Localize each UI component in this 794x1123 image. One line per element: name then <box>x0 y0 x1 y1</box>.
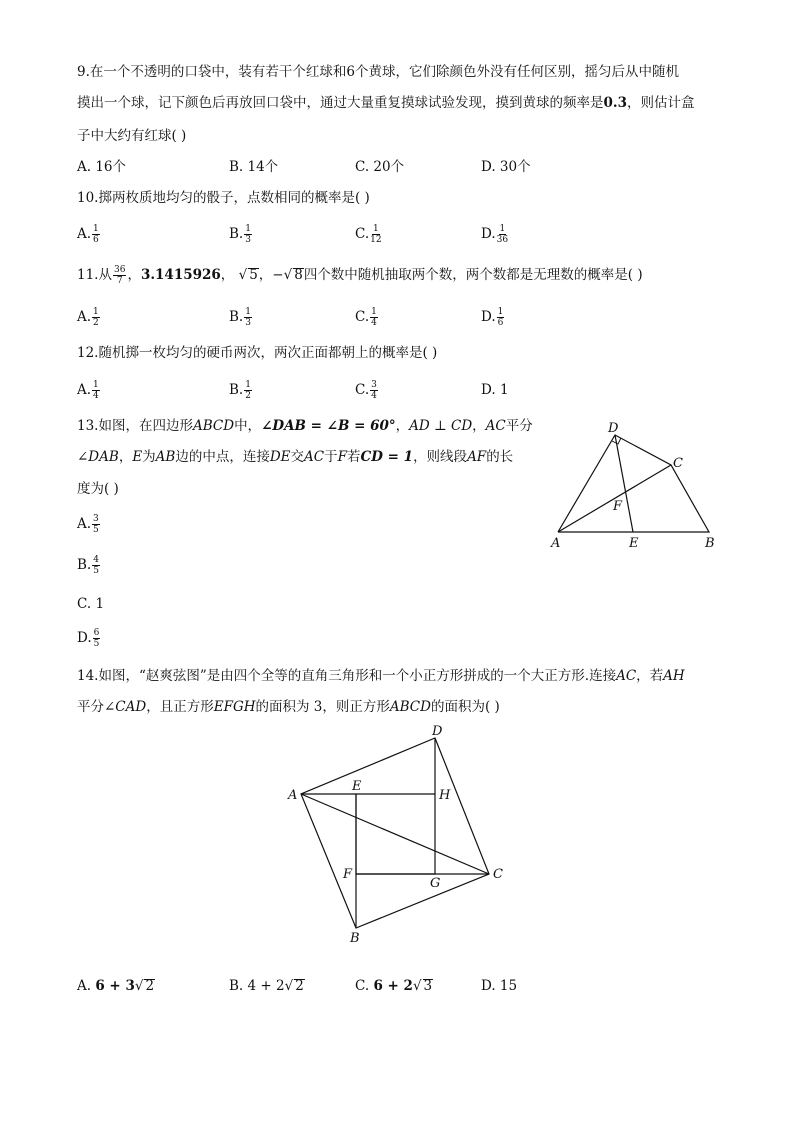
q13-line2: ∠DAB，E为AB边的中点，连接DE交AC于F若CD = 1，则线段AF的长 <box>77 449 514 465</box>
q9-option-c[interactable]: C. 20个 <box>355 159 405 175</box>
q14-line1: 14.如图，“赵爽弦图”是由四个全等的直角三角形和一个小正方形拼成的一个大正方形.连接AC，若AH <box>77 668 685 684</box>
q13-line3: 度为( ) <box>77 481 119 497</box>
q10-option-d[interactable]: D. $\frac{1}{36}$ <box>481 224 509 245</box>
q13-option-b[interactable]: B. $\frac{4}{5}$ <box>77 555 99 576</box>
q14-label-b: B <box>350 931 360 946</box>
q13-figure <box>545 416 725 554</box>
q10-question: 10.掷两枚质地均匀的骰子，点数相同的概率是( ) <box>77 190 370 206</box>
q9-option-b[interactable]: B. 14个 <box>229 159 279 175</box>
q14-label-c: C <box>493 867 503 882</box>
q11-option-c[interactable]: C. $\frac{1}{4}$ <box>355 307 377 328</box>
q14-option-b[interactable]: B. 4 + 2√ 2 <box>229 978 304 994</box>
q13-line1: 13.如图，在四边形ABCD中，∠DAB = ∠B = 60°，AD ⊥ CD，AC平分 <box>77 418 533 434</box>
q12-option-a[interactable]: A. $\frac{1}{4}$ <box>77 380 99 401</box>
q12-option-d[interactable]: D. 1 <box>481 382 509 398</box>
q9-line3: 子中大约有红球( ) <box>77 128 187 144</box>
q13-label-a: A <box>551 536 561 551</box>
q13-option-c[interactable]: C. 1 <box>77 596 105 612</box>
q14-option-a[interactable]: A. 6 + 3√ 2 <box>77 978 155 994</box>
q14-label-g: G <box>430 876 441 891</box>
q14-label-f: F <box>343 867 353 882</box>
q14-option-c[interactable]: C. 6 + 2√ 3 <box>355 978 433 994</box>
q12-option-b[interactable]: B. $\frac{1}{2}$ <box>229 380 251 401</box>
q12-question: 12.随机掷一枚均匀的硬币两次，两次正面都朝上的概率是( ) <box>77 345 438 361</box>
q10-option-a[interactable]: A. $\frac{1}{6}$ <box>77 224 99 245</box>
q14-label-a: A <box>288 788 298 803</box>
q10-option-b[interactable]: B. $\frac{1}{3}$ <box>229 224 251 245</box>
q10-option-c[interactable]: C. $\frac{1}{12}$ <box>355 224 382 245</box>
q14-label-e: E <box>352 779 362 794</box>
q13-label-e: E <box>629 536 639 551</box>
q14-option-d[interactable]: D. 15 <box>481 978 518 994</box>
q13-label-b: B <box>705 536 715 551</box>
q14-outer-square <box>301 738 489 928</box>
q13-option-a[interactable]: A. $\frac{3}{5}$ <box>77 514 99 535</box>
q14-label-d: D <box>432 724 443 739</box>
q12-option-c[interactable]: C. $\frac{3}{4}$ <box>355 380 377 401</box>
q14-line2: 平分∠CAD，且正方形EFGH的面积为 3，则正方形ABCD的面积为( ) <box>77 699 500 715</box>
q14-figure <box>280 720 520 950</box>
q13-label-c: C <box>673 456 683 471</box>
q9-line2: 摸出一个球，记下颜色后再放回口袋中，通过大量重复摸球试验发现，摸到黄球的频率是0.3，则估计盒 <box>77 95 695 111</box>
q13-quadrilateral <box>558 435 709 532</box>
q11-question: 11.从 $\frac{36}{7}$ ，3.1415926， √ 5，−√ 8四个数中随机抽取两个数，两个数都是无理数的概率是( ) <box>77 265 643 286</box>
q14-label-h: H <box>439 788 451 803</box>
q13-option-d[interactable]: D. $\frac{6}{5}$ <box>77 628 100 649</box>
q9-option-a[interactable]: A. 16个 <box>77 159 127 175</box>
q13-label-f: F <box>613 499 623 514</box>
q11-option-a[interactable]: A. $\frac{1}{2}$ <box>77 307 99 328</box>
q11-option-b[interactable]: B. $\frac{1}{3}$ <box>229 307 251 328</box>
q13-segment-de <box>615 435 633 532</box>
q9-option-d[interactable]: D. 30个 <box>481 159 531 175</box>
q11-option-d[interactable]: D. $\frac{1}{6}$ <box>481 307 504 328</box>
q9-line1: 9.在一个不透明的口袋中，装有若干个红球和6个黄球，它们除颜色外没有任何区别，摇匀后从中随机 <box>77 64 679 80</box>
q13-label-d: D <box>608 421 619 436</box>
